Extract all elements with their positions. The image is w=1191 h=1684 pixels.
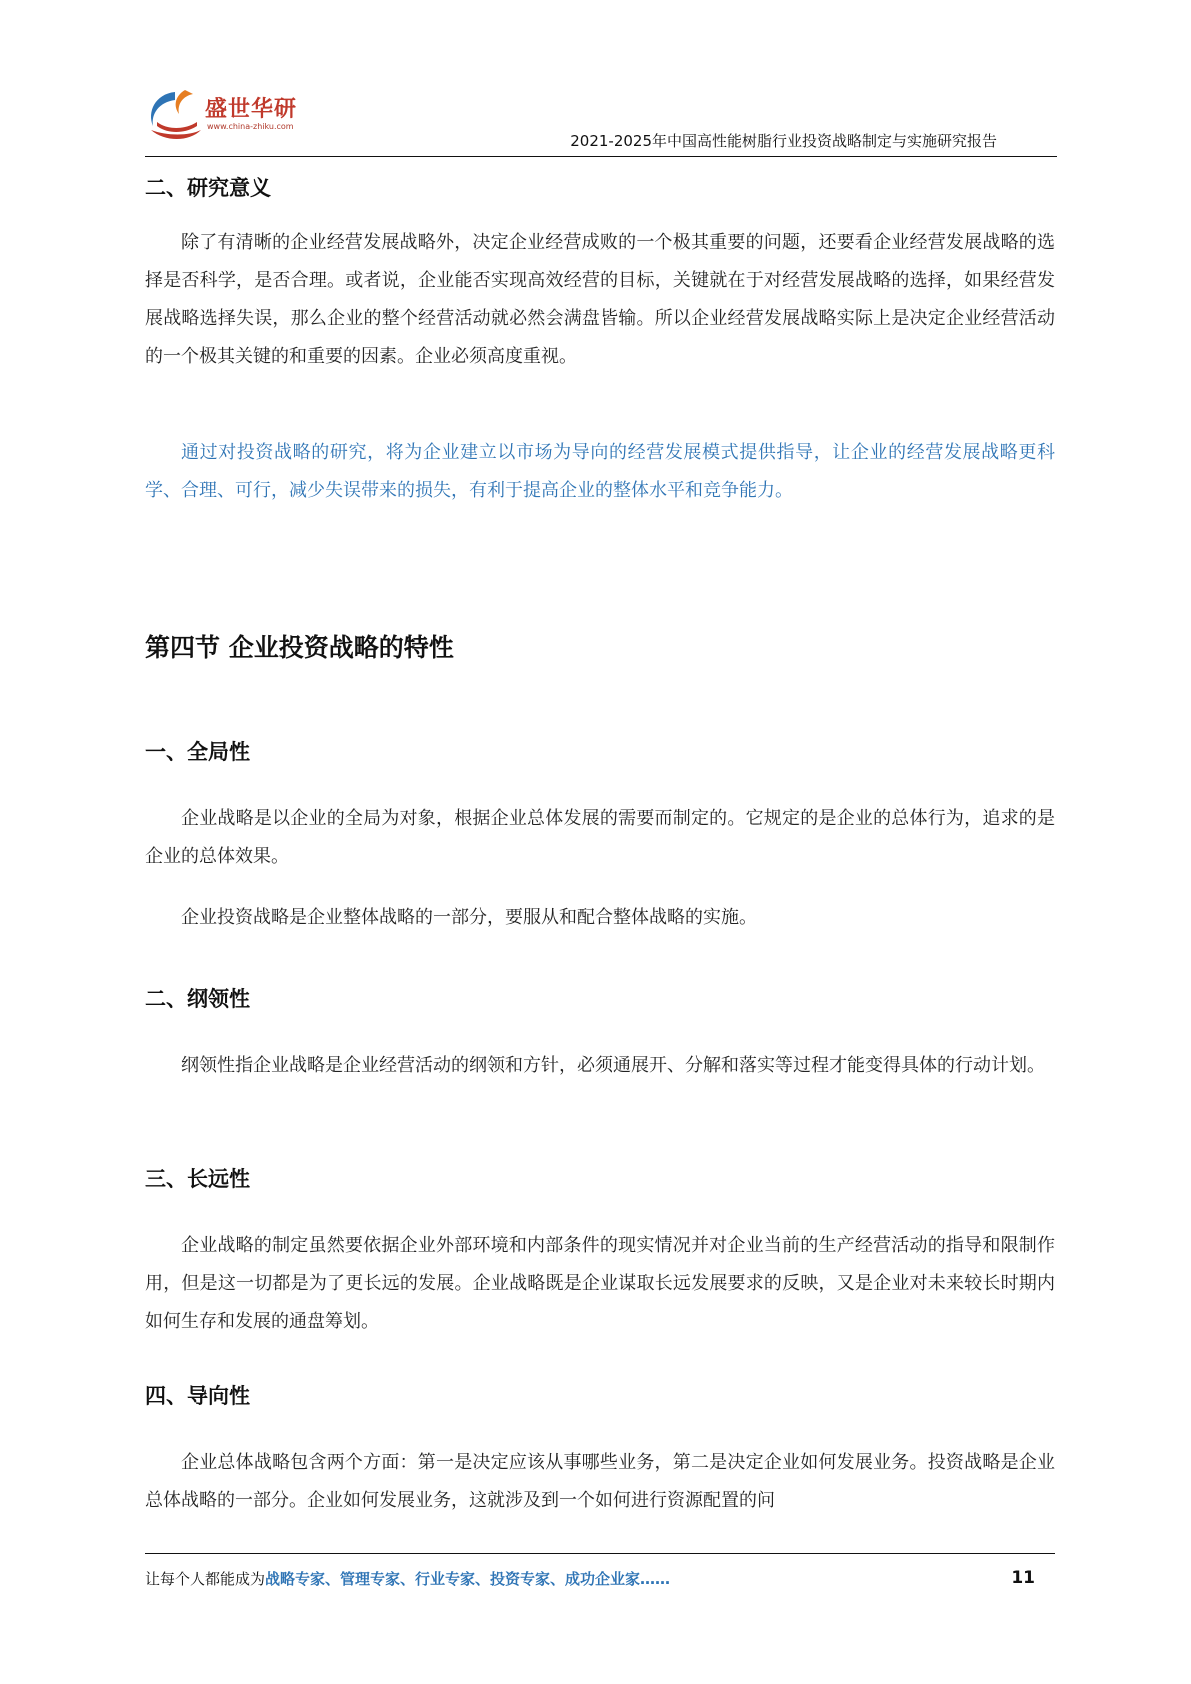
section-heading: 二、纲领性 bbox=[145, 987, 250, 1011]
paragraph: 企业战略是以企业的全局为对象，根据企业总体发展的需要而制定的。它规定的是企业的总体行为，追求的是企业的总体效果。 bbox=[145, 808, 1055, 867]
logo-text: 盛世华研 bbox=[205, 97, 298, 122]
footer-slogan-emphasis: 战略专家、管理专家、行业专家、投资专家、成功企业家…… bbox=[265, 1570, 671, 1588]
paragraph: 纲领性指企业战略是企业经营活动的纲领和方针，必须通展开、分解和落实等过程才能变得具体的行动计划。 bbox=[181, 1055, 1045, 1076]
paragraph: 企业战略的制定虽然要依据企业外部环境和内部条件的现实情况并对企业当前的生产经营活动的指导和限制作用，但是这一切都是为了更长远的发展。企业战略既是企业谋取长远发展要求的反映，又是企业对未来较长时期内如何生存和发展的通盘筹划。 bbox=[145, 1235, 1055, 1332]
section-heading: 一、全局性 bbox=[145, 740, 250, 764]
page-footer bbox=[145, 1568, 1055, 1592]
paragraph: 除了有清晰的企业经营发展战略外，决定企业经营成败的一个极其重要的问题，还要看企业经营发展战略的选择是否科学，是否合理。或者说，企业能否实现高效经营的目标，关键就在于对经营发展战略的选择，如果经营发展战略选择失误，那么企业的整个经营活动就必然会满盘皆输。所以企业经营发展战略实际上是决定企业经营活动的一个极其关键的和重要的因素。企业必须高度重视。 bbox=[145, 232, 1055, 367]
logo-url: www.china-zhiku.com bbox=[207, 122, 294, 131]
section-heading: 三、长远性 bbox=[145, 1167, 250, 1191]
section-heading: 二、研究意义 bbox=[145, 176, 271, 200]
header-divider bbox=[145, 156, 1057, 157]
page-header bbox=[145, 78, 1057, 158]
highlight-paragraph: 通过对投资战略的研究，将为企业建立以市场为导向的经营发展模式提供指导，让企业的经营发展战略更科学、合理、可行，减少失误带来的损失，有利于提高企业的整体水平和竞争能力。 bbox=[145, 442, 1055, 501]
chapter-heading: 第四节 企业投资战略的特性 bbox=[145, 633, 454, 662]
footer-slogan-lead: 让每个人都能成为 bbox=[145, 1570, 266, 1588]
report-title: 2021-2025年中国高性能树脂行业投资战略制定与实施研究报告 bbox=[570, 132, 997, 150]
paragraph: 企业投资战略是企业整体战略的一部分，要服从和配合整体战略的实施。 bbox=[181, 907, 757, 928]
page-number: 11 bbox=[1011, 1568, 1035, 1588]
section-heading: 四、导向性 bbox=[145, 1384, 250, 1408]
paragraph: 企业总体战略包含两个方面：第一是决定应该从事哪些业务，第二是决定企业如何发展业务。投资战略是企业总体战略的一部分。企业如何发展业务，这就涉及到一个如何进行资源配置的问 bbox=[145, 1452, 1055, 1511]
footer-divider bbox=[145, 1553, 1055, 1554]
